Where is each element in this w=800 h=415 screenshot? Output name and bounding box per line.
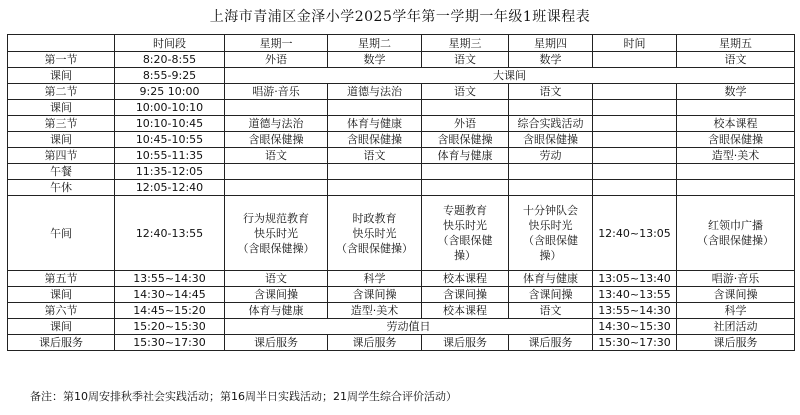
cell-mon [225, 100, 328, 116]
cell-tue [328, 196, 422, 271]
header-thu: 星期四 [509, 35, 593, 52]
cell-tue: 道德与法治 [328, 84, 422, 100]
cell-tue: 语文 [328, 148, 422, 164]
cell-line: 专题教育 [443, 204, 487, 217]
cell-mon: 课后服务 [225, 335, 328, 351]
cell-fri: 含眼保健操 [677, 132, 795, 148]
cell-line: 快乐时光 [443, 219, 487, 232]
header-time: 时间段 [115, 35, 225, 52]
row-time: 10:00-10:10 [115, 100, 225, 116]
cell-thu [509, 180, 593, 196]
header-mon: 星期一 [225, 35, 328, 52]
row-time: 11:35-12:05 [115, 164, 225, 180]
row-time: 10:55-11:35 [115, 148, 225, 164]
row-label: 第三节 [8, 116, 115, 132]
cell-wed: 课后服务 [422, 335, 509, 351]
row-label: 第四节 [8, 148, 115, 164]
row-time: 10:10-10:45 [115, 116, 225, 132]
cell-fri: 语文 [677, 52, 795, 68]
cell-fri: 校本课程 [677, 116, 795, 132]
cell-tue [328, 164, 422, 180]
cell-line: （含眼保健 [437, 234, 493, 247]
cell-time2 [593, 84, 677, 100]
cell-wed: 语文 [422, 52, 509, 68]
cell-mon: 含眼保健操 [225, 132, 328, 148]
header-wed: 星期三 [422, 35, 509, 52]
cell-thu: 课后服务 [509, 335, 593, 351]
cell-line: （含眼保健操） [697, 234, 774, 247]
cell-fri: 数学 [677, 84, 795, 100]
cell-fri: 科学 [677, 303, 795, 319]
row-time: 15:20~15:30 [115, 319, 225, 335]
row-noon [8, 196, 795, 271]
row-label: 课间 [8, 319, 115, 335]
row-rest [8, 180, 795, 196]
row-time: 8:55-9:25 [115, 68, 225, 84]
row-label: 第一节 [8, 52, 115, 68]
cell-thu: 含眼保健操 [509, 132, 593, 148]
row-after-school [8, 335, 795, 351]
cell-time2 [593, 52, 677, 68]
cell-fri: 含课间操 [677, 287, 795, 303]
cell-line: 红领巾广播 [708, 219, 763, 232]
row-period-1 [8, 52, 795, 68]
cell-wed: 含课间操 [422, 287, 509, 303]
row-break-3 [8, 132, 795, 148]
row-label: 课间 [8, 68, 115, 84]
cell-tue: 含课间操 [328, 287, 422, 303]
cell-line: 操） [454, 249, 476, 262]
cell-fri [677, 196, 795, 271]
header-row [8, 35, 795, 52]
row-label: 第二节 [8, 84, 115, 100]
row-label: 课间 [8, 100, 115, 116]
cell-fri: 唱游·音乐 [677, 271, 795, 287]
cell-wed: 校本课程 [422, 271, 509, 287]
cell-mon: 道德与法治 [225, 116, 328, 132]
cell-line: 操） [539, 249, 562, 262]
cell-fri [677, 180, 795, 196]
cell-thu: 含课间操 [509, 287, 593, 303]
cell-mon: 唱游·音乐 [225, 84, 328, 100]
cell-fri: 造型·美术 [677, 148, 795, 164]
cell-mon [225, 164, 328, 180]
cell-time2: 13:40~13:55 [593, 287, 677, 303]
cell-wed: 含眼保健操 [422, 132, 509, 148]
cell-mon: 语文 [225, 148, 328, 164]
row-time: 15:30~17:30 [115, 335, 225, 351]
cell-fri [677, 100, 795, 116]
cell-tue: 体育与健康 [328, 116, 422, 132]
cell-thu [509, 164, 593, 180]
cell-tue: 课后服务 [328, 335, 422, 351]
cell-mon: 含课间操 [225, 287, 328, 303]
cell-line: （含眼保健 [523, 234, 578, 247]
cell-time2 [593, 100, 677, 116]
cell-thu: 语文 [509, 84, 593, 100]
cell-fri: 社团活动 [677, 319, 795, 335]
cell-wed [422, 196, 509, 271]
cell-time2 [593, 180, 677, 196]
cell-line: （含眼保健操） [336, 241, 413, 255]
cell-wed [422, 100, 509, 116]
cell-time2 [593, 148, 677, 164]
header-fri: 星期五 [677, 35, 795, 52]
page-title: 上海市青浦区金泽小学2025学年第一学期一年级1班课程表 [209, 9, 591, 25]
row-time: 9:25 10:00 [115, 84, 225, 100]
cell-thu: 语文 [509, 303, 593, 319]
cell-wed: 体育与健康 [422, 148, 509, 164]
cell-time2: 13:55~14:30 [593, 303, 677, 319]
cell-time2: 12:40~13:05 [593, 196, 677, 271]
cell-line: （含眼保健操） [237, 241, 315, 255]
cell-mon: 语文 [225, 271, 328, 287]
cell-time2: 14:30~15:30 [593, 319, 677, 335]
schedule-table [7, 34, 795, 351]
row-label: 课后服务 [8, 335, 115, 351]
cell-tue [328, 100, 422, 116]
row-period-2 [8, 84, 795, 100]
cell-thu: 综合实践活动 [509, 116, 593, 132]
cell-merged: 大课间 [225, 68, 795, 84]
cell-merged: 劳动值日 [225, 319, 593, 335]
footnote: 备注：第10周安排秋季社会实践活动；第16周半日实践活动；21周学生综合评价活动） [30, 390, 457, 403]
row-time: 10:45-10:55 [115, 132, 225, 148]
cell-tue: 科学 [328, 271, 422, 287]
cell-thu: 体育与健康 [509, 271, 593, 287]
row-period-3 [8, 116, 795, 132]
header-tue: 星期二 [328, 35, 422, 52]
cell-wed: 语文 [422, 84, 509, 100]
row-break-6 [8, 319, 795, 335]
cell-wed: 校本课程 [422, 303, 509, 319]
row-label: 课间 [8, 132, 115, 148]
cell-mon [225, 196, 328, 271]
header-period [8, 35, 115, 52]
row-label: 第五节 [8, 271, 115, 287]
cell-mon: 体育与健康 [225, 303, 328, 319]
row-break-1 [8, 68, 795, 84]
row-label: 课间 [8, 287, 115, 303]
cell-wed [422, 164, 509, 180]
row-lunch [8, 164, 795, 180]
row-time: 14:30~14:45 [115, 287, 225, 303]
cell-line: 十分钟队会 [523, 204, 578, 217]
row-break-5 [8, 287, 795, 303]
cell-tue: 数学 [328, 52, 422, 68]
cell-time2: 13:05~13:40 [593, 271, 677, 287]
cell-time2: 15:30~17:30 [593, 335, 677, 351]
cell-line: 行为规范教育 [243, 211, 309, 225]
row-label: 第六节 [8, 303, 115, 319]
row-time: 8:20-8:55 [115, 52, 225, 68]
cell-thu: 数学 [509, 52, 593, 68]
header-time2: 时间 [593, 35, 677, 52]
cell-thu [509, 100, 593, 116]
cell-mon [225, 180, 328, 196]
row-time: 13:55~14:30 [115, 271, 225, 287]
row-break-2 [8, 100, 795, 116]
row-label: 午间 [8, 196, 115, 271]
row-period-4 [8, 148, 795, 164]
cell-line: 快乐时光 [254, 226, 298, 240]
row-label: 午餐 [8, 164, 115, 180]
cell-thu [509, 196, 593, 271]
row-time: 12:40-13:55 [115, 196, 225, 271]
row-period-6 [8, 303, 795, 319]
cell-time2 [593, 116, 677, 132]
row-time: 12:05-12:40 [115, 180, 225, 196]
cell-mon: 外语 [225, 52, 328, 68]
cell-time2 [593, 132, 677, 148]
row-time: 14:45~15:20 [115, 303, 225, 319]
cell-tue [328, 180, 422, 196]
cell-time2 [593, 164, 677, 180]
cell-fri [677, 164, 795, 180]
cell-thu: 劳动 [509, 148, 593, 164]
cell-line: 快乐时光 [352, 226, 397, 240]
cell-wed [422, 180, 509, 196]
cell-line: 时政教育 [352, 211, 397, 225]
row-label: 午休 [8, 180, 115, 196]
cell-tue: 含眼保健操 [328, 132, 422, 148]
cell-fri: 课后服务 [677, 335, 795, 351]
cell-line: 快乐时光 [528, 219, 573, 232]
cell-wed: 外语 [422, 116, 509, 132]
row-period-5 [8, 271, 795, 287]
cell-tue: 造型·美术 [328, 303, 422, 319]
